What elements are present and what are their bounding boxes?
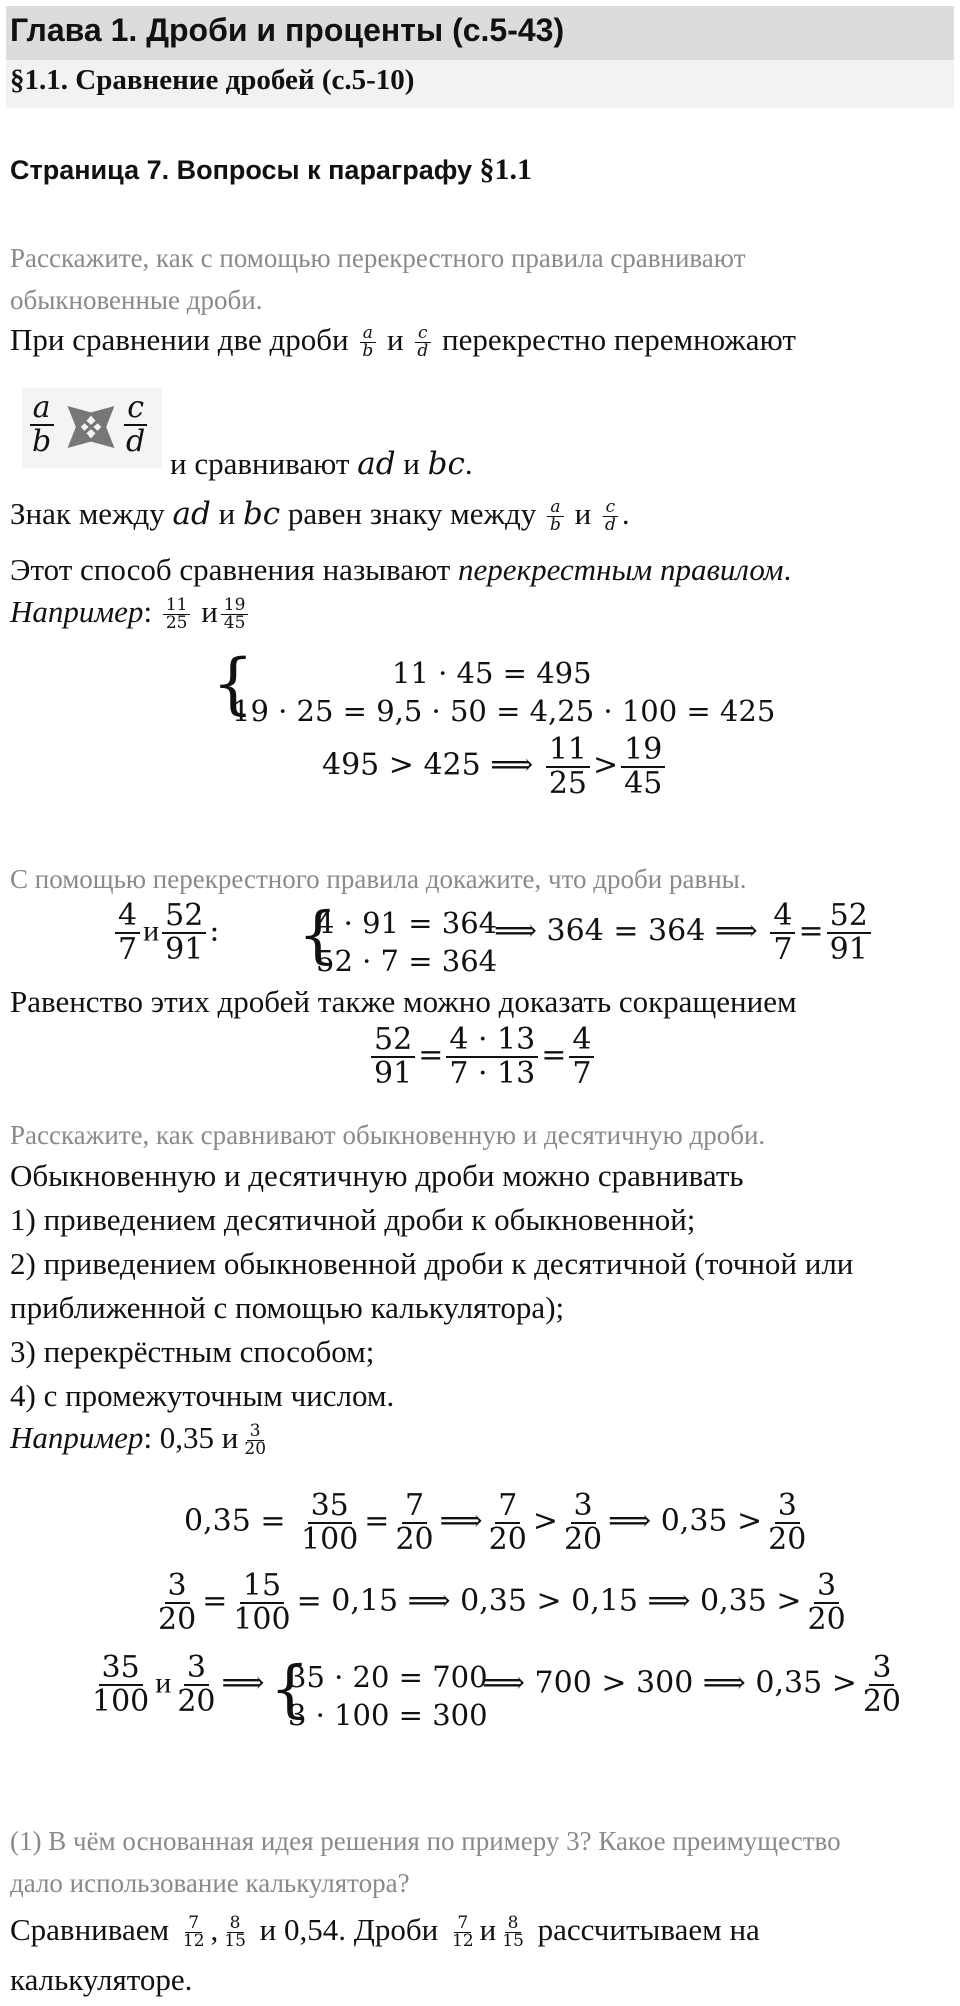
text-segment: и xyxy=(387,322,404,357)
math-ad: ad xyxy=(357,446,396,482)
system-brace: { xyxy=(212,645,254,722)
fraction-den: d xyxy=(417,341,429,362)
fraction-num: c xyxy=(124,392,147,426)
fraction-3-20 xyxy=(860,1652,904,1717)
fraction-num: 4 xyxy=(569,1024,594,1058)
text-segment: рассчитываем на xyxy=(537,1912,760,1947)
fraction-num: a xyxy=(30,392,54,426)
fraction-3-20 xyxy=(241,1420,269,1460)
math-bc: bc xyxy=(427,446,465,482)
fraction-num: 15 xyxy=(240,1570,284,1604)
fraction-num: 19 xyxy=(621,734,665,768)
page-heading-section: §1.1 xyxy=(479,153,532,186)
text-segment: равен знаку между xyxy=(287,496,537,531)
fraction-num: 7 xyxy=(185,1915,202,1934)
fraction-c-d xyxy=(602,496,619,536)
example-label: Например xyxy=(10,594,144,629)
fraction-num: 3 xyxy=(775,1490,800,1524)
fraction-num: 4 xyxy=(115,900,140,934)
fraction-8-15 xyxy=(221,1912,249,1952)
math-segment: = xyxy=(798,913,824,949)
fraction-4-7 xyxy=(115,900,140,965)
fraction-den: 20 xyxy=(158,1601,197,1637)
text-segment: и xyxy=(574,496,592,531)
q1-example-line: Например: $\frac{11}{25}$ и $\frac{19}{45}$ xyxy=(10,594,251,633)
fraction-7-12 xyxy=(449,1912,477,1952)
math-segment: > xyxy=(532,1503,558,1539)
fraction-den: 20 xyxy=(862,1683,902,1719)
fraction-den: 91 xyxy=(374,1055,413,1091)
q3-system-line2: 3 · 100 = 300 xyxy=(288,1698,488,1732)
fraction-3-20 xyxy=(765,1490,809,1555)
q1-sign-line: Знак между ad и bc равен знаку между $\frac{a}{b}$ и $\frac{c}{d}$ . xyxy=(10,496,630,536)
fraction-den: 20 xyxy=(563,1521,603,1557)
fraction-num: a xyxy=(360,325,376,344)
q4-question-line2: дало использование калькулятора? xyxy=(10,1868,410,1898)
q4-answer-line2: калькуляторе. xyxy=(10,1962,193,1997)
q1-compare-line: и сравнивают ad и bc. xyxy=(170,446,473,482)
fraction-num: 11 xyxy=(163,597,191,616)
fraction-num: 7 xyxy=(495,1490,520,1524)
fraction-den: 45 xyxy=(624,765,663,801)
text-segment: перекрестно перемножают xyxy=(442,322,796,357)
fraction-den: b xyxy=(362,341,374,362)
fraction-num: 8 xyxy=(227,1915,244,1934)
fraction-den: b xyxy=(550,515,561,536)
fraction-den: 100 xyxy=(92,1683,150,1719)
fraction-num: 7 xyxy=(454,1915,471,1934)
fraction-15-100 xyxy=(230,1570,293,1635)
fraction-4-7 xyxy=(770,900,795,965)
fraction-num: 11 xyxy=(546,734,590,768)
fraction-num: 35 xyxy=(99,1652,143,1686)
fraction-den: 20 xyxy=(488,1521,527,1557)
fraction-den: 7 · 13 xyxy=(449,1055,536,1091)
math-segment: ⟹ 0,35 > xyxy=(608,1503,763,1539)
q3-equation-line1 xyxy=(184,1490,812,1555)
q3-example-line xyxy=(10,1420,272,1459)
text-segment: и xyxy=(218,496,236,531)
fraction-den: 15 xyxy=(224,1931,246,1952)
q1-method-line: Этот способ сравнения называют перекрестным правилом. xyxy=(10,552,792,587)
fraction-num: 3 xyxy=(869,1652,894,1686)
fraction-den: 91 xyxy=(165,931,204,967)
fraction-num: 19 xyxy=(221,597,249,616)
fraction-den: 20 xyxy=(395,1521,434,1557)
fraction-11-25 xyxy=(546,734,590,799)
fraction-52-91 xyxy=(827,900,871,965)
example-label: Например xyxy=(10,1420,144,1455)
fraction-den: 7 xyxy=(572,1055,592,1091)
fraction-3-20 xyxy=(561,1490,605,1555)
q2-question: С помощью перекрестного правила докажите, что дроби равны. xyxy=(10,864,747,894)
q1-system-line1: 11 · 45 = 495 xyxy=(392,656,592,690)
q1-system-line2: 19 · 25 = 9,5 · 50 = 4,25 · 100 = 425 xyxy=(232,694,776,728)
fraction-3-20 xyxy=(155,1570,199,1635)
fraction-den: 7 xyxy=(773,931,793,967)
math-segment: > xyxy=(593,747,619,783)
q3-equation-line3-end xyxy=(482,1652,907,1717)
q2-fractions xyxy=(112,900,219,965)
math-segment: = xyxy=(418,1037,444,1073)
q2-reduction xyxy=(368,1024,597,1089)
text-segment: и xyxy=(143,914,160,948)
fraction-3-20 xyxy=(805,1570,849,1635)
fraction-den: 25 xyxy=(165,613,188,634)
text-segment: и xyxy=(201,594,218,629)
text-segment: : 0,35 и xyxy=(143,1420,239,1455)
q3-item4: 4) с промежуточным числом. xyxy=(10,1378,395,1413)
system-brace: { xyxy=(270,1652,310,1725)
page-heading xyxy=(10,153,532,187)
fraction-num: 3 xyxy=(814,1570,839,1604)
fraction-3-20 xyxy=(174,1652,218,1717)
fraction-a-b xyxy=(547,496,564,536)
q2-result xyxy=(494,900,874,965)
math-bc: bc xyxy=(242,496,281,532)
fraction-19-45 xyxy=(621,734,665,799)
math-segment: : xyxy=(209,913,220,949)
q3-question: Расскажите, как сравнивают обыкновенную и десятичную дроби. xyxy=(10,1120,766,1150)
fraction-num: 4 · 13 xyxy=(446,1024,538,1058)
fraction-7-12 xyxy=(180,1912,208,1952)
fraction-num: 3 xyxy=(165,1570,190,1604)
fraction-52-91 xyxy=(371,1024,415,1089)
math-segment: ⟹ 700 > 300 ⟹ 0,35 > xyxy=(482,1665,857,1701)
q4-question-line1: (1) В чём основанная идея решения по примеру 3? Какое преимущество xyxy=(10,1826,841,1856)
fraction-den: d xyxy=(605,515,616,536)
diagram-fraction-a-b xyxy=(29,392,54,457)
math-segment: ⟹ xyxy=(439,1503,483,1539)
fraction-num: 52 xyxy=(827,900,871,934)
fraction-den: b xyxy=(32,423,52,459)
math-segment: = xyxy=(364,1503,390,1539)
q1-question-line2: обыкновенные дроби. xyxy=(10,285,263,315)
fraction-4-7 xyxy=(569,1024,594,1089)
q2-system-line2: 52 · 7 = 364 xyxy=(316,944,498,978)
fraction-c-d xyxy=(414,322,431,362)
section-title: §1.1. Сравнение дробей (с.5-10) xyxy=(10,64,415,96)
math-segment: ⟹ 364 = 364 ⟹ xyxy=(494,913,758,949)
fraction-num: 4 xyxy=(770,900,795,934)
fraction-den: 20 xyxy=(177,1683,216,1719)
q4-answer-line1 xyxy=(10,1912,760,1951)
q3-system-line1: 35 · 20 = 700 xyxy=(288,1660,488,1694)
fraction-num: a xyxy=(547,499,563,518)
fraction-a-b xyxy=(359,322,376,362)
fraction-den: 91 xyxy=(829,931,868,967)
q1-question-line1: Расскажите, как с помощью перекрестного правила сравнивают xyxy=(10,243,746,273)
text-segment: , xyxy=(210,1912,219,1947)
text-segment: и сравнивают xyxy=(170,446,350,481)
page-heading-prefix: Страница 7. Вопросы к параграфу xyxy=(10,155,480,185)
fraction-den: d xyxy=(126,423,146,459)
q2-system-line1: 4 · 91 = 364 xyxy=(316,906,498,940)
cross-arrows-icon xyxy=(64,400,118,454)
fraction-den: 7 xyxy=(118,931,138,967)
math-segment: = 0,15 ⟹ 0,35 > 0,15 ⟹ 0,35 > xyxy=(296,1583,802,1619)
fraction-19-45 xyxy=(221,594,249,634)
fraction-den: 12 xyxy=(452,1931,474,1952)
fraction-num: 8 xyxy=(505,1915,522,1934)
fraction-num: 7 xyxy=(402,1490,427,1524)
math-segment: 495 > 425 ⟹ xyxy=(322,747,534,783)
fraction-35-100 xyxy=(89,1652,152,1717)
fraction-den: 25 xyxy=(548,765,588,801)
fraction-7-20 xyxy=(486,1490,530,1555)
math-segment: ⟹ xyxy=(221,1665,265,1701)
fraction-52-91 xyxy=(162,900,206,965)
fraction-8-15 xyxy=(499,1912,527,1952)
q3-item3: 3) перекрёстным способом; xyxy=(10,1334,375,1369)
fraction-num: 52 xyxy=(162,900,206,934)
q2-reduction-text: Равенство этих дробей также можно доказать сокращением xyxy=(10,984,797,1019)
q3-item1: 1) приведением десятичной дроби к обыкновенной; xyxy=(10,1202,696,1237)
fraction-den: 100 xyxy=(233,1601,291,1637)
math-ad: ad xyxy=(172,496,211,532)
fraction-num: 35 xyxy=(308,1490,352,1524)
fraction-den: 100 xyxy=(301,1521,359,1557)
fraction-den: 20 xyxy=(807,1601,846,1637)
q3-equation-line3 xyxy=(86,1652,265,1717)
text-segment: и 0,54. Дроби xyxy=(259,1912,439,1947)
q1-result-line xyxy=(322,734,668,799)
text-segment: и xyxy=(479,1912,497,1947)
q1-answer-line1 xyxy=(10,322,796,361)
text-segment: и xyxy=(403,446,420,481)
fraction-num: 3 xyxy=(184,1652,209,1686)
chapter-title: Глава 1. Дроби и проценты (с.5-43) xyxy=(10,12,565,48)
math-segment: = xyxy=(541,1037,567,1073)
fraction-num: 3 xyxy=(571,1490,596,1524)
text-segment: При сравнении две дроби xyxy=(10,322,349,357)
math-segment: = xyxy=(202,1583,228,1619)
fraction-num: c xyxy=(415,325,431,344)
fraction-den: 15 xyxy=(502,1931,524,1952)
text-segment: Знак между xyxy=(10,496,165,531)
fraction-4x13-7x13 xyxy=(446,1024,538,1089)
fraction-den: 20 xyxy=(244,1439,267,1460)
fraction-num: c xyxy=(603,499,619,518)
text-segment: и xyxy=(155,1666,172,1700)
fraction-num: 3 xyxy=(247,1423,264,1442)
math-segment: 0,35 = xyxy=(184,1503,286,1539)
fraction-35-100 xyxy=(298,1490,361,1555)
q3-equation-line2 xyxy=(152,1570,852,1635)
fraction-7-20 xyxy=(392,1490,436,1555)
method-name: перекрестным правилом xyxy=(458,552,784,587)
fraction-num: 52 xyxy=(371,1024,415,1058)
fraction-den: 20 xyxy=(768,1521,807,1557)
text-segment: Сравниваем xyxy=(10,1912,170,1947)
diagram-fraction-c-d xyxy=(123,392,148,457)
fraction-11-25 xyxy=(163,594,191,634)
q3-intro: Обыкновенную и десятичную дроби можно сравнивать xyxy=(10,1158,744,1193)
q3-item2-line1: 2) приведением обыкновенной дроби к десятичной (точной или xyxy=(10,1246,854,1281)
system-brace: { xyxy=(298,898,338,971)
fraction-den: 45 xyxy=(223,613,246,634)
cross-rule-diagram xyxy=(22,388,162,468)
q3-item2-line2: приближенной с помощью калькулятора); xyxy=(10,1290,565,1325)
text-segment: Этот способ сравнения называют xyxy=(10,552,451,587)
fraction-den: 12 xyxy=(182,1931,205,1952)
